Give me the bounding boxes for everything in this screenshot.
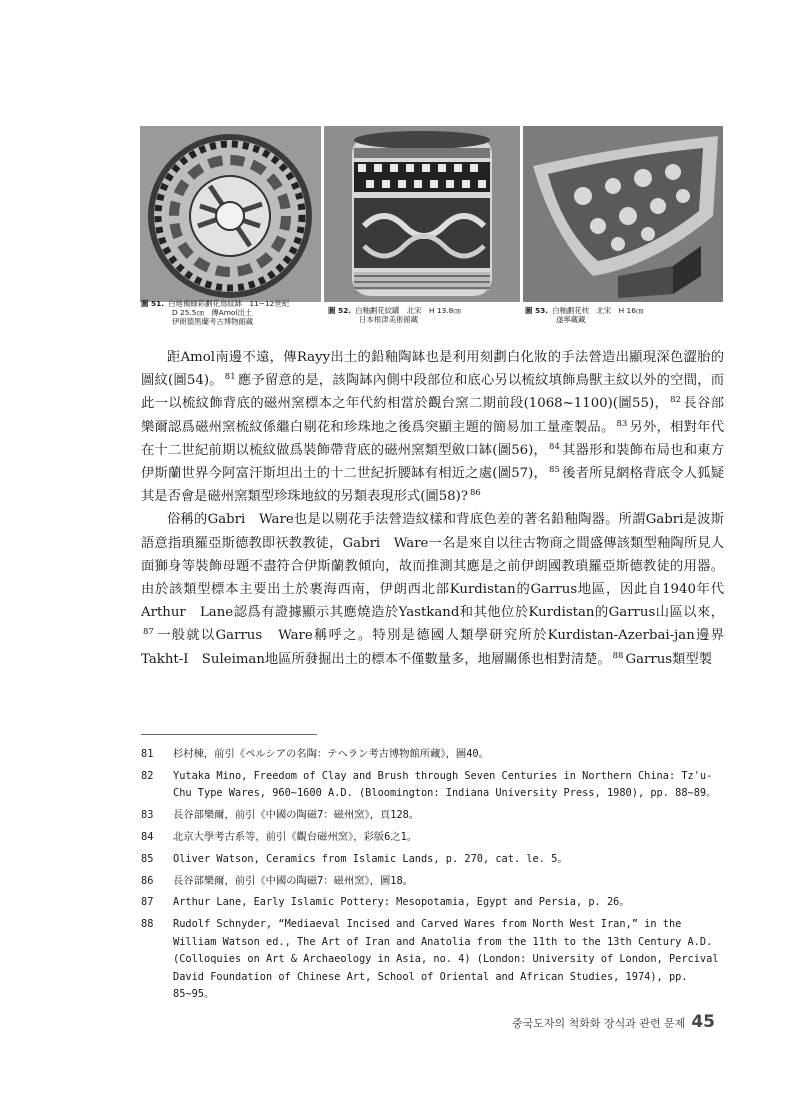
figure-53-number: 圖 53. — [525, 306, 549, 315]
footnote-text: Arthur Lane, Early Islamic Pottery: Mesopotamia, Egypt and Persia, p. 26。 — [173, 896, 630, 909]
p2-text-3: Garrus類型製 — [625, 651, 713, 667]
figure-52-number: 圖 52. — [328, 306, 352, 315]
page-number: 45 — [691, 1012, 715, 1032]
footnote-number: 87 — [141, 896, 154, 909]
figure-51-number: 圖 51. — [141, 299, 165, 308]
body-text — [141, 346, 724, 671]
footnote-ref-81[interactable]: 81 — [224, 372, 236, 383]
figure-52-caption-line-2: 日本根津美術館藏 — [359, 315, 419, 324]
footnote-ref-87[interactable]: 87 — [143, 627, 154, 638]
footnote-text: Rudolf Schnyder, “Mediaeval Incised and Carved Wares from North West Iran,” in the William Watson ed., The Art of Iran and Anatolia from the 11th to the 13th Century A.D. (Colloquies on Art & Archaeology in Asia, no. 4) (London: University of London, Percival David Foundation of Chinese Art, School of Oriental and African Studies, 1974), pp. 85~95。 — [173, 918, 719, 1001]
footnote-85 — [141, 851, 724, 869]
p1-text-6: 後者所見網格背底令人狐疑其是否會是磁州窯類型珍珠地紋的另類表現形式(圖58)? — [141, 466, 725, 505]
footnote-number: 82 — [141, 769, 154, 782]
footnote-88 — [141, 916, 724, 1004]
footnote-87 — [141, 894, 724, 912]
p1-text-3: 長谷部樂爾認爲磁州窯梳紋係繼白剔花和珍珠地之後爲突顯主題的簡易加工量產製品。 — [141, 396, 724, 435]
figure-52-jar-photo — [324, 126, 520, 302]
footnote-number: 86 — [141, 874, 154, 887]
figure-53-caption-line-2: 遂寧藏藏 — [556, 315, 586, 324]
figure-51-caption-line-1: 白地褐綠彩劃花鳥紋缽 11~12世紀 — [168, 299, 290, 308]
figure-row — [140, 126, 723, 302]
footnote-divider — [141, 734, 317, 735]
p1-text-2: 應予留意的是，該陶缽內側中段部位和底心另以梳紋填飾鳥獸主紋以外的空間，而此一以梳紋飾背底的磁州窯標本之年代約相當於觀台窯二期前段(1068~1100)(圖55)， — [141, 373, 725, 412]
p1-text-5: 其器形和裝飾布局也和東方伊斯蘭世界今阿富汗斯坦出土的十二世紀折腰缽有相近之處(圖57)， — [141, 442, 725, 482]
p1-text-1: 距Amol南邊不遠，傳Rayy出土的鉛釉陶缽也是利用刻劃白化妝的手法營造出顯現深色澀胎的圖紋(圖54)。 — [141, 350, 724, 389]
footnote-81 — [141, 746, 724, 764]
p2-text-2: 一般就以Garrus Ware稱呼之。特別是德國人類學研究所於Kurdistan-Azerbai-jan邊界Takht-I Suleiman地區所發掘出土的標本不僅數量多，地層關係也相對清楚。 — [141, 628, 724, 667]
footnote-text: Yutaka Mino, Freedom of Clay and Brush through Seven Centuries in Northern China: Tz'u-Chu Type Wares, 960~1600 A.D. (Bloomington: Indiana University Press, 1980), pp. 88~89。 — [173, 769, 717, 800]
p1-text-4: 另外，相對年代在十二世紀前期以梳紋做爲裝飾帶背底的磁州窯類型斂口缽(圖56)， — [141, 419, 725, 458]
paragraph-1 — [141, 346, 724, 508]
footnote-ref-83[interactable]: 83 — [616, 418, 628, 429]
footnote-text: 長谷部樂爾，前引《中國の陶磁7：磁州窯》，圖18。 — [173, 874, 413, 887]
figure-51-caption-line-2: D 25.5㎝ 傳Amol出土 — [172, 308, 253, 317]
footnote-number: 81 — [141, 748, 154, 760]
footnote-86 — [141, 873, 724, 891]
footnote-number: 85 — [141, 852, 154, 865]
footnote-text: 杉村棟，前引《ペルシアの名陶：テヘラン考古博物館所藏》，圖40。 — [173, 748, 489, 760]
footnotes — [141, 746, 724, 1008]
figure-52-caption-line-1: 白釉劃花紋罐 北宋 H 13.8㎝ — [355, 306, 461, 315]
figure-51-caption — [141, 299, 319, 326]
footnote-number: 83 — [141, 809, 154, 822]
footnote-text: 長谷部樂爾，前引《中國の陶磁7：磁州窯》，頁128。 — [173, 809, 420, 822]
footnote-ref-84[interactable]: 84 — [549, 441, 560, 452]
p2-text-1: 俗稱的Gabri Ware也是以剔花手法營造紋樣和背底色差的著名鉛釉陶器。所謂Gabri是波斯語意指瑣羅亞斯德教即祆教教徒，Gabri Ware一名是來自以往古物商之間盛傳該類型釉陶所見人面獅身等裝飾母題不盡符合伊斯蘭教傾向，故而推測其應是之前伊朗國教瑣羅亞斯德教徒的用器。由於該類型標本主要出土於裹海西南，伊朗西北部Kurdistan的Garrus地區，因此自1940年代Arthur Lane認爲有證據顯示其應燒造於Yastkand和其他位於Kurdistan的Garrus山區以來， — [141, 512, 724, 621]
figure-53-caption-line-1: 白釉劃花枕 北宋 H 16㎝ — [552, 306, 644, 315]
footnote-number: 84 — [141, 830, 154, 843]
figure-53-caption — [525, 306, 721, 324]
figure-51-caption-line-3: 伊朗德黑蘭考古博物館藏 — [172, 317, 254, 326]
footnote-ref-88[interactable]: 88 — [612, 650, 624, 661]
footnote-text: Oliver Watson, Ceramics from Islamic Lands, p. 270, cat. le. 5。 — [173, 852, 568, 865]
running-head: 중국도자의 척화화 장식과 관련 문제 — [511, 1017, 686, 1030]
footnote-ref-86[interactable]: 86 — [469, 488, 481, 499]
footnote-82 — [141, 768, 724, 803]
footnote-83 — [141, 807, 724, 825]
figure-51-bowl-photo — [140, 126, 321, 302]
footnote-84 — [141, 829, 724, 847]
figure-53-pillow-photo — [523, 126, 723, 302]
paragraph-2 — [141, 508, 724, 670]
figure-52-caption — [328, 306, 518, 324]
footnote-text: 北京大學考古系等，前引《觀台磁州窯》，彩版6之1。 — [173, 830, 418, 843]
footnote-number: 88 — [141, 918, 154, 931]
page-footer — [512, 1012, 715, 1032]
footnote-ref-82[interactable]: 82 — [670, 395, 681, 406]
footnote-ref-85[interactable]: 85 — [549, 465, 560, 476]
